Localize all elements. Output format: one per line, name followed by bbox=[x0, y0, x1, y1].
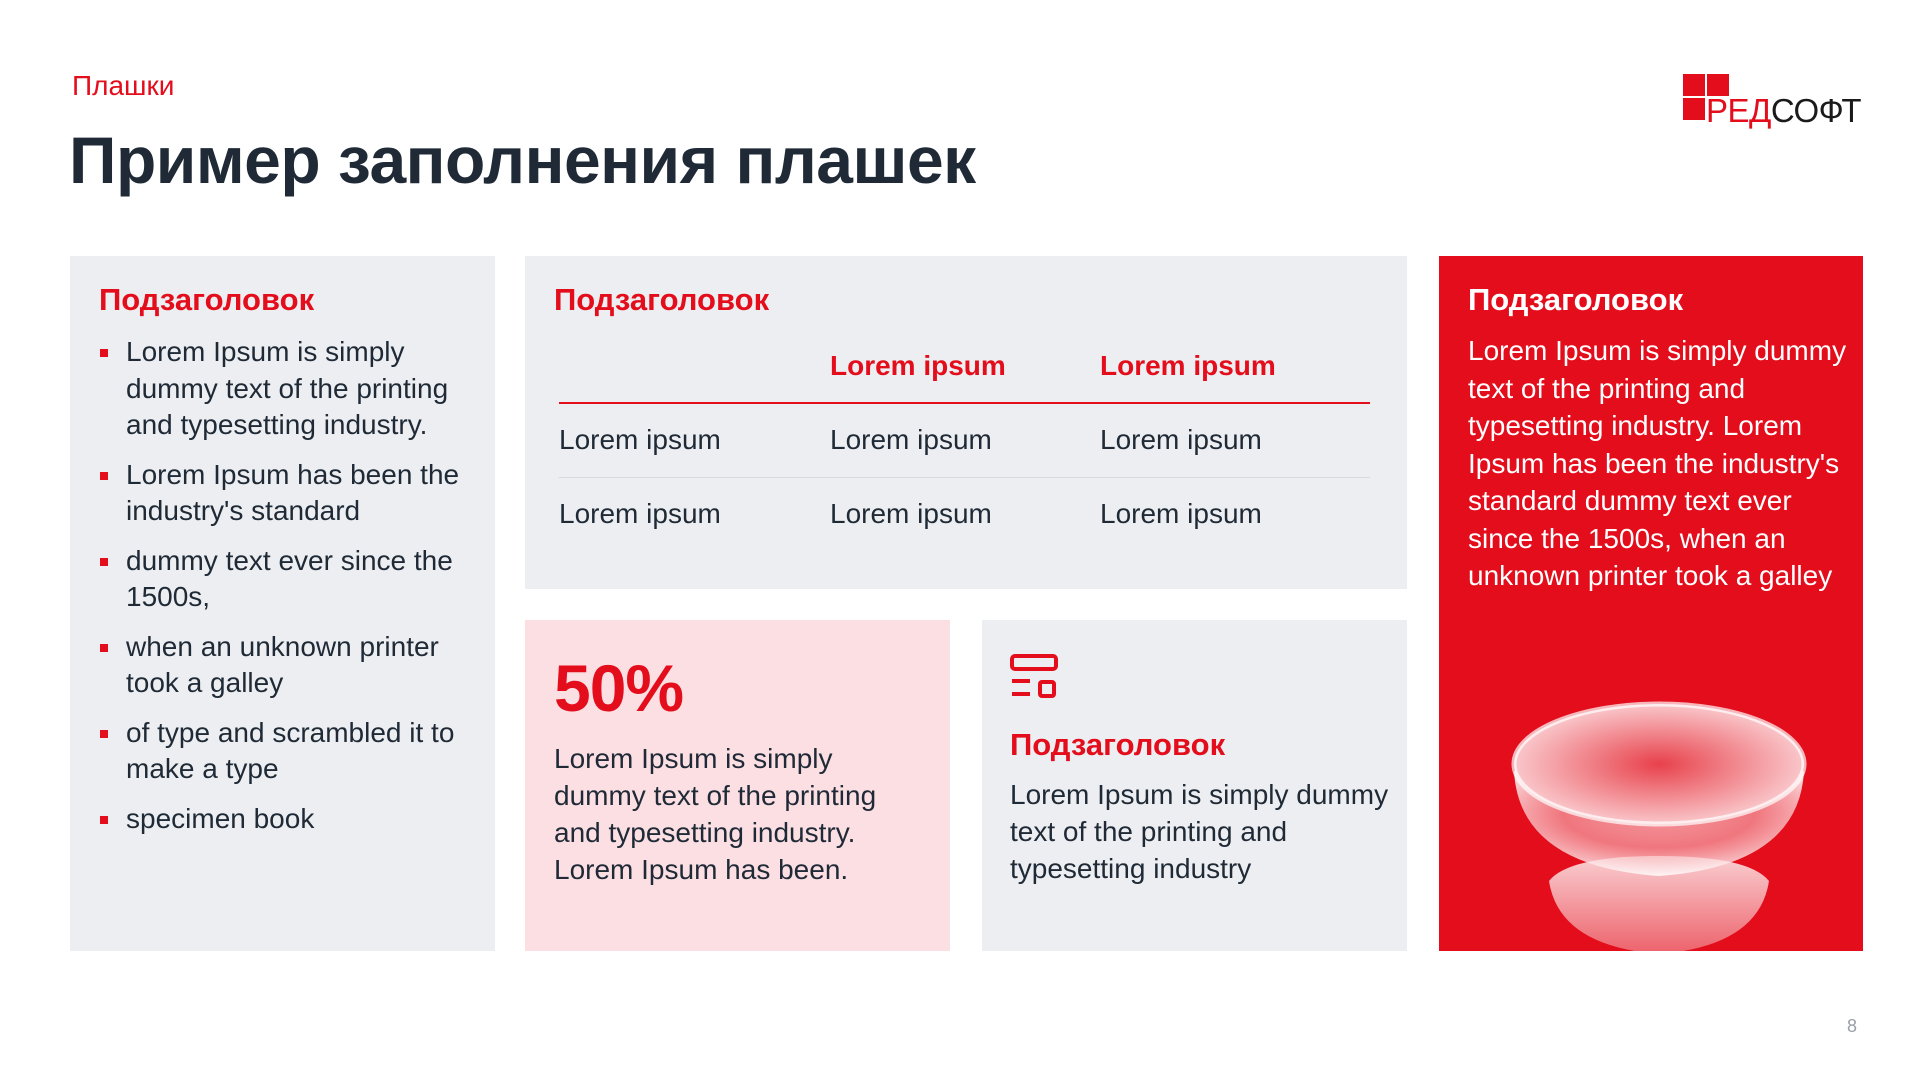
card-subheading: Подзаголовок bbox=[554, 282, 770, 317]
bullet-item: when an unknown printer took a galley bbox=[99, 629, 479, 702]
table-cell: Lorem ipsum bbox=[830, 424, 992, 455]
table-cell: Lorem ipsum bbox=[830, 498, 992, 529]
logo-square bbox=[1683, 98, 1705, 120]
bullet-item: dummy text ever since the 1500s, bbox=[99, 543, 479, 616]
card-text: Lorem Ipsum is simply dummy text of the printing and typesetting industry. Lorem Ipsum has been. bbox=[554, 743, 877, 885]
bullet-list bbox=[99, 334, 479, 850]
table-cell: Lorem ipsum bbox=[1100, 498, 1262, 529]
bullet-item: of type and scrambled it to make a type bbox=[99, 715, 479, 788]
table-row bbox=[559, 477, 1370, 550]
icon-card bbox=[982, 620, 1407, 951]
table-header-cell: Lorem ipsum bbox=[1100, 350, 1276, 381]
bullet-item: Lorem Ipsum has been the industry's standard bbox=[99, 457, 479, 530]
card-text: Lorem Ipsum is simply dummy text of the printing and typesetting industry bbox=[1010, 779, 1389, 884]
logo-red-part: РЕД bbox=[1706, 92, 1771, 129]
table-row bbox=[559, 404, 1370, 477]
table-header-row bbox=[559, 350, 1370, 404]
table-cell: Lorem ipsum bbox=[1100, 424, 1262, 455]
bullet-item: specimen book bbox=[99, 801, 479, 838]
logo-wordmark bbox=[1706, 92, 1861, 130]
card-subheading: Подзаголовок bbox=[1010, 727, 1226, 762]
glass-bowl-image bbox=[1509, 696, 1809, 951]
logo-square bbox=[1683, 74, 1705, 96]
logo-dark-part: СОФТ bbox=[1770, 92, 1862, 129]
list-card bbox=[70, 256, 495, 951]
data-table bbox=[559, 350, 1370, 550]
layout-icon bbox=[1010, 654, 1060, 700]
page-number: 8 bbox=[1847, 1016, 1858, 1036]
section-label: Плашки bbox=[72, 70, 175, 101]
red-card bbox=[1439, 256, 1863, 951]
redsoft-logo bbox=[1683, 74, 1863, 128]
table-cell: Lorem ipsum bbox=[559, 424, 721, 455]
table-header-cell: Lorem ipsum bbox=[830, 350, 1006, 381]
table-card bbox=[525, 256, 1407, 589]
card-text: Lorem Ipsum is simply dummy text of the printing and typesetting industry. Lorem Ipsum has been the industry's standard dummy text ever since the 1500s, when an unknown printer took a galley bbox=[1468, 335, 1847, 591]
table-cell: Lorem ipsum bbox=[559, 498, 721, 529]
page-title: Пример заполнения плашек bbox=[69, 123, 976, 197]
card-subheading: Подзаголовок bbox=[1468, 282, 1684, 317]
bullet-item: Lorem Ipsum is simply dummy text of the printing and typesetting industry. bbox=[99, 334, 479, 444]
stat-value: 50% bbox=[554, 651, 684, 725]
stat-card bbox=[525, 620, 950, 951]
card-subheading: Подзаголовок bbox=[99, 282, 315, 317]
